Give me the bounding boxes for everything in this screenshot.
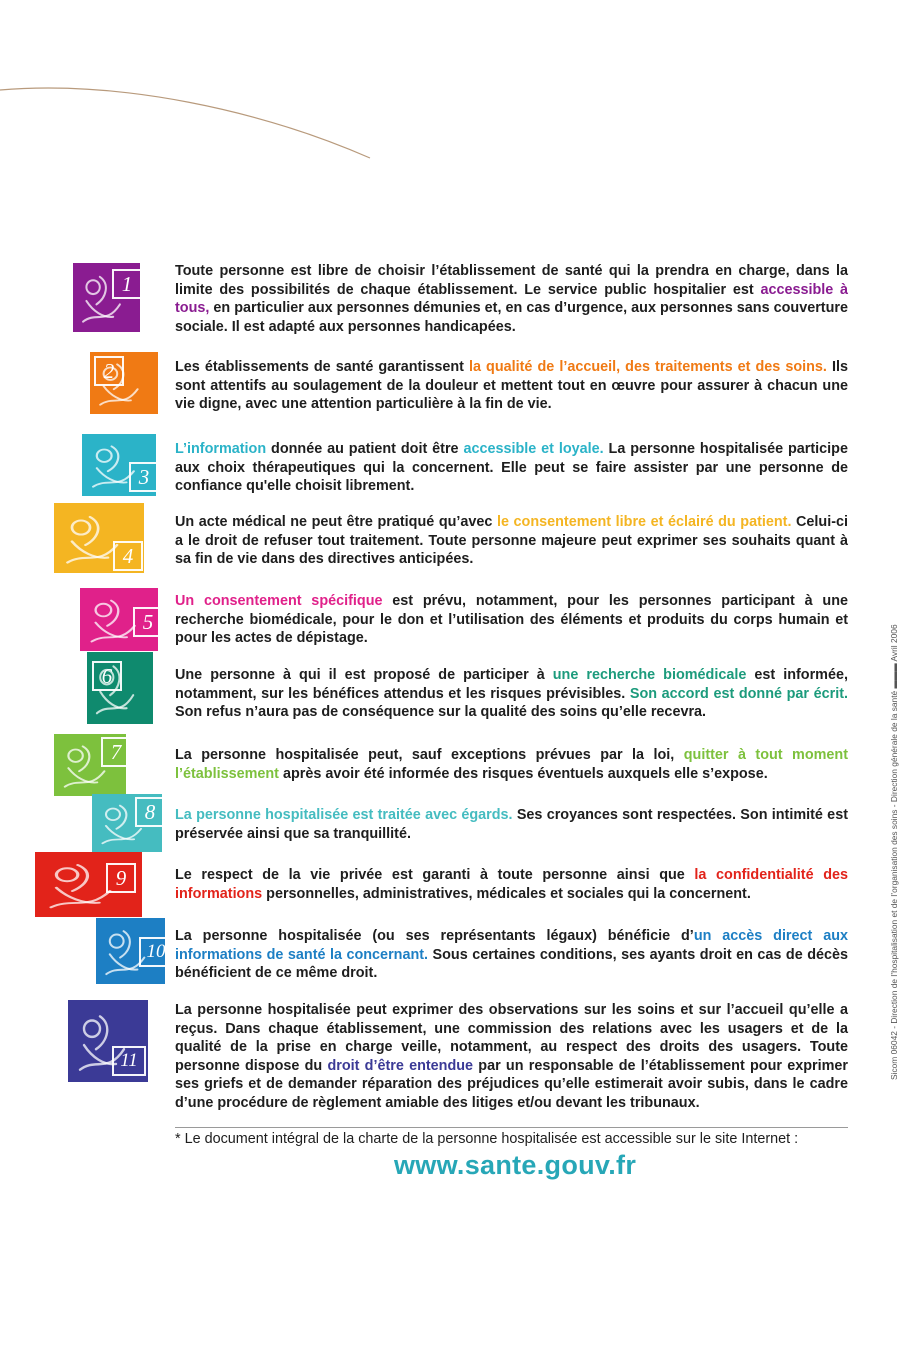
article-number-10: 10 xyxy=(139,937,173,967)
highlight-text: droit d’être entendue xyxy=(327,1057,474,1074)
article-text-3 xyxy=(175,440,848,496)
highlight-text: La personne hospitalisée est traitée avec égards. xyxy=(175,807,513,823)
article-text-1 xyxy=(175,262,848,336)
body-text: Son refus n’aura pas de conséquence sur la qualité des soins qu’elle recevra. xyxy=(175,704,707,720)
highlight-text: un accès direct aux informations de santé la concernant. xyxy=(175,928,849,963)
body-text: Une personne à qui il est proposé de participer à xyxy=(175,667,553,683)
highlight-text: la confidentialité des informations xyxy=(175,867,848,902)
body-text: donnée au patient doit être xyxy=(266,441,464,457)
body-text: Ses croyances sont respectées. Son intimité est préservée ainsi que sa tranquillité. xyxy=(175,807,848,842)
article-text-5 xyxy=(175,592,848,648)
highlight-text: quitter à tout moment l’établissement xyxy=(175,747,848,782)
article-number-1: 1 xyxy=(112,269,142,299)
article-text-10 xyxy=(175,927,848,983)
article-number-11: 11 xyxy=(112,1046,146,1076)
body-text: est informée, notamment, sur les bénéfices attendus et les risques prévisibles. xyxy=(175,667,848,702)
highlight-text: Un consentement spécifique xyxy=(175,593,383,609)
body-text: est prévu, notamment, pour les personnes participant à une recherche biomédicale, pour le don et l’utilisation des éléments et produits du corps humain et pour les actes de dépistage. xyxy=(175,593,849,646)
article-number-4: 4 xyxy=(113,541,143,571)
highlight-text: la qualité de l’accueil, des traitements et des soins. xyxy=(469,359,827,375)
article-number-3: 3 xyxy=(129,462,159,492)
article-text-4 xyxy=(175,513,848,569)
website-link[interactable]: www.sante.gouv.fr xyxy=(394,1150,637,1180)
article-text-11 xyxy=(175,1001,848,1112)
article-text-8 xyxy=(175,806,848,843)
article-number-7: 7 xyxy=(101,737,131,767)
article-number-6: 6 xyxy=(92,661,122,691)
body-text: Les établissements de santé garantissent xyxy=(175,359,469,375)
highlight-text: accessible à tous, xyxy=(175,281,849,316)
highlight-text: L’information xyxy=(175,441,267,457)
body-text: Ils sont attentifs au soulagement de la douleur et mettent tout en œuvre pour assurer à chacun une vie digne, avec une attention particulière à la fin de vie. xyxy=(175,359,848,412)
article-number-5: 5 xyxy=(133,607,163,637)
body-text: Toute personne est libre de choisir l’établissement de santé qui la prendra en charge, dans la limite des possibilités de chaque établissement. Le service public hospitalier est xyxy=(175,263,848,298)
highlight-text: accessible et loyale. xyxy=(463,441,604,457)
body-text: par un responsable de l’établissement pour exprimer ses griefs et de demander réparation des préjudices qu’elle estimerait avoir subis, dans le cadre d’une procédure de règlement amiable des litiges et/ou devant les tribunaux. xyxy=(175,1057,849,1111)
body-text: La personne hospitalisée peut, sauf exceptions prévues par la loi, xyxy=(175,747,684,763)
article-text-7 xyxy=(175,746,848,783)
body-text: Celui-ci a le droit de refuser tout traitement. Toute personne majeure peut exprimer ses souhaits quant à sa fin de vie dans des directives anticipées. xyxy=(175,514,848,567)
article-number-9: 9 xyxy=(106,863,136,893)
body-text: Le respect de la vie privée est garanti à toute personne ainsi que xyxy=(175,867,695,883)
article-text-2 xyxy=(175,358,848,414)
body-text: Sous certaines conditions, ses ayants droit en cas de décès bénéficient de ce même droit. xyxy=(175,946,848,981)
side-credit: Sicom 06042 - Direction de l’hospitalisation et de l’organisation des soins - Direction générale de la santé ▬▬▬ Avril 2006 xyxy=(889,624,899,1080)
highlight-text: le consentement libre et éclairé du patient. xyxy=(496,514,792,530)
article-text-6 xyxy=(175,666,848,722)
body-text: Un acte médical ne peut être pratiqué qu’avec xyxy=(175,514,497,530)
highlight-text: une recherche biomédicale xyxy=(552,667,747,683)
decorative-curve xyxy=(0,70,400,180)
footnote: * Le document intégral de la charte de la personne hospitalisée est accessible sur le site Internet : xyxy=(175,1131,799,1147)
article-number-2: 2 xyxy=(94,356,124,386)
body-text: La personne hospitalisée (ou ses représentants légaux) bénéficie d’ xyxy=(175,928,694,944)
article-number-8: 8 xyxy=(135,797,165,827)
body-text: La personne hospitalisée peut exprimer des observations sur les soins et sur l’accueil qu’elle a reçus. Dans chaque établissement, une commission des relations avec les usagers et de la qualité de la prise en charge veille, notamment, au respect des droits des usagers. Toute personne dispose du xyxy=(175,1002,848,1074)
highlight-text: Son accord est donné par écrit. xyxy=(629,685,848,702)
body-text: personnelles, administratives, médicales et sociales qui la concernent. xyxy=(262,885,751,902)
article-text-9 xyxy=(175,866,848,903)
body-text: en particulier aux personnes démunies et, en cas d’urgence, aux personnes sans couverture sociale. Il est adapté aux personnes handicapées. xyxy=(175,300,848,335)
body-text: La personne hospitalisée participe aux choix thérapeutiques qui la concernent. Elle peut se faire assister par une personne de confiance qu'elle choisit librement. xyxy=(175,441,848,494)
footer-rule xyxy=(175,1127,848,1128)
body-text: après avoir été informée des risques éventuels auxquels elle s’expose. xyxy=(278,765,768,782)
